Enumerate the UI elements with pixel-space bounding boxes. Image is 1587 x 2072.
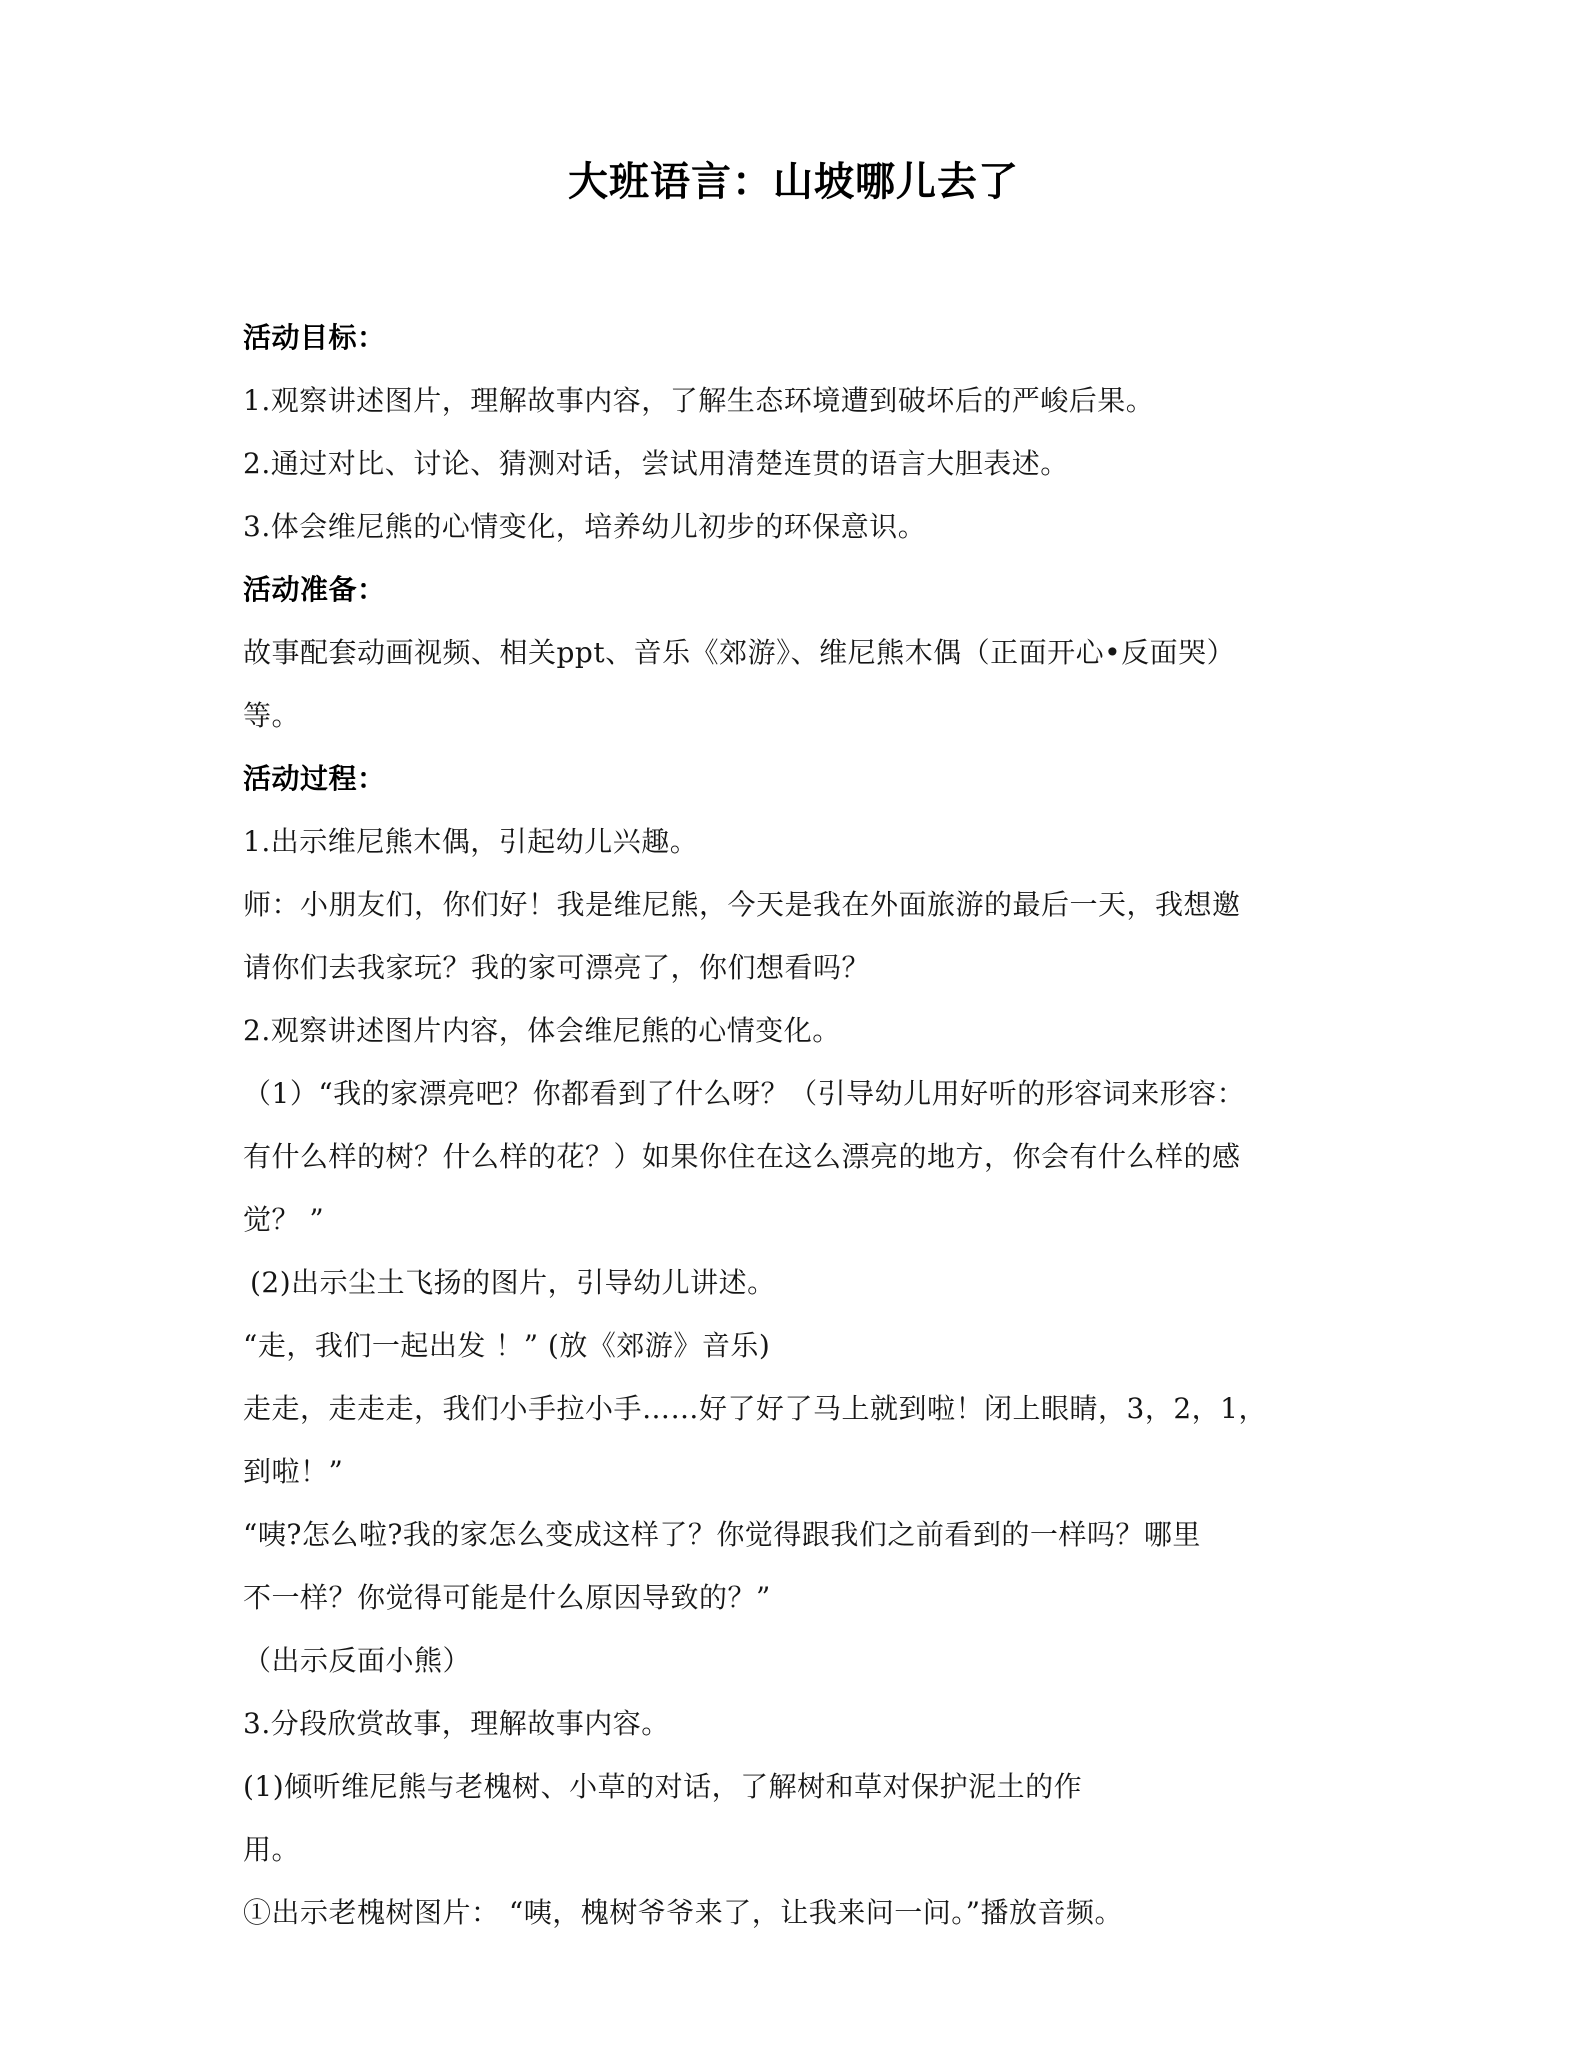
process-line-5: （1）“我的家漂亮吧？你都看到了什么呀？（引导幼儿用好听的形容词来形容： — [243, 1077, 1246, 1110]
process-line-14: （出示反面小熊） — [243, 1644, 472, 1677]
process-line-7: 觉？ ” — [243, 1203, 325, 1236]
preparation-line-1: 故事配套动画视频、相关ppt、音乐《郊游》、维尼熊木偶（正面开心•反面哭） — [243, 636, 1236, 669]
preparation-line-2: 等。 — [243, 699, 301, 732]
goals-heading: 活动目标： — [243, 321, 386, 354]
process-line-11: 到啦！” — [243, 1455, 344, 1488]
process-line-17: 用。 — [243, 1833, 301, 1866]
process-line-9: “走，我们一起出发 ！” (放《郊游》音乐) — [243, 1329, 771, 1362]
process-line-16: (1)倾听维尼熊与老槐树、小草的对话，了解树和草对保护泥土的作 — [243, 1770, 1083, 1803]
document-title: 大班语言：山坡哪儿去了 — [568, 159, 1019, 205]
goal-item-2: 2.通过对比、讨论、猜测对话，尝试用清楚连贯的语言大胆表述。 — [243, 447, 1069, 480]
process-heading: 活动过程： — [243, 762, 386, 795]
process-line-3: 请你们去我家玩？我的家可漂亮了，你们想看吗？ — [243, 951, 871, 984]
process-line-8: (2)出示尘土飞扬的图片，引导幼儿讲述。 — [250, 1266, 776, 1299]
process-line-4: 2.观察讲述图片内容，体会维尼熊的心情变化。 — [243, 1014, 841, 1047]
process-line-18: ①出示老槐树图片： “咦，槐树爷爷来了，让我来问一问。”播放音频。 — [243, 1896, 1124, 1929]
process-line-15: 3.分段欣赏故事，理解故事内容。 — [243, 1707, 670, 1740]
process-line-1: 1.出示维尼熊木偶，引起幼儿兴趣。 — [243, 825, 699, 858]
process-line-12: “咦?怎么啦?我的家怎么变成这样了？你觉得跟我们之前看到的一样吗？哪里 — [243, 1518, 1201, 1551]
process-line-2: 师：小朋友们，你们好！我是维尼熊，今天是我在外面旅游的最后一天，我想邀 — [243, 888, 1241, 921]
preparation-heading: 活动准备： — [243, 573, 386, 606]
process-line-13: 不一样？你觉得可能是什么原因导致的？” — [243, 1581, 771, 1614]
process-line-6: 有什么样的树？什么样的花？）如果你住在这么漂亮的地方，你会有什么样的感 — [243, 1140, 1241, 1173]
goal-item-3: 3.体会维尼熊的心情变化，培养幼儿初步的环保意识。 — [243, 510, 927, 543]
goal-item-1: 1.观察讲述图片，理解故事内容，了解生态环境遭到破坏后的严峻后果。 — [243, 384, 1155, 417]
process-line-10: 走走，走走走，我们小手拉小手……好了好了马上就到啦！闭上眼睛，3，2，1， — [243, 1392, 1267, 1425]
